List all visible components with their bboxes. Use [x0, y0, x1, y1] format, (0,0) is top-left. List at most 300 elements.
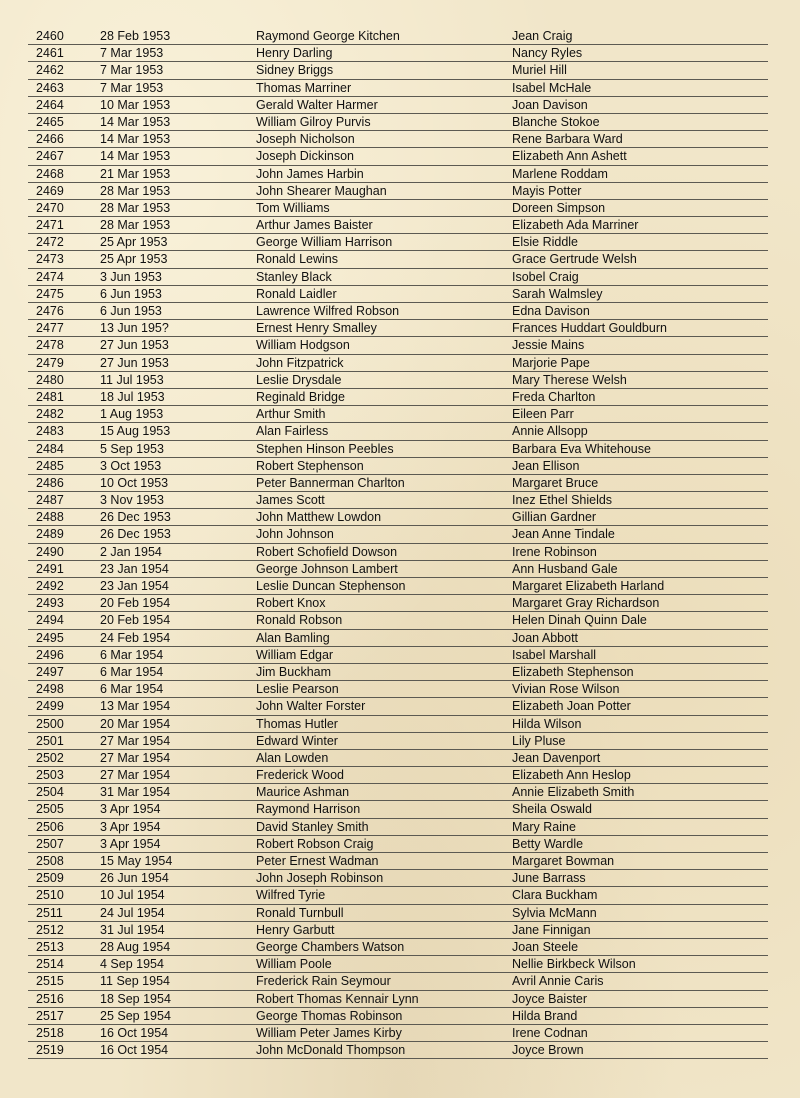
groom-name: James Scott — [256, 493, 325, 508]
bride-name: Avril Annie Caris — [512, 974, 604, 989]
bride-name: Elizabeth Stephenson — [512, 664, 634, 679]
groom-name: John Shearer Maughan — [256, 183, 387, 198]
groom-name: Stephen Hinson Peebles — [256, 441, 394, 456]
groom-name: Wilfred Tyrie — [256, 888, 326, 903]
entry-number: 2489 — [36, 527, 64, 542]
bride-name: Margaret Gray Richardson — [512, 596, 660, 611]
table-row — [28, 320, 768, 337]
bride-name: Jessie Mains — [512, 338, 585, 353]
bride-name: Elizabeth Ada Marriner — [512, 218, 639, 233]
groom-name: Alan Fairless — [256, 424, 329, 439]
bride-name: Elsie Riddle — [512, 235, 579, 250]
table-row — [28, 991, 768, 1008]
table-row — [28, 870, 768, 887]
marriage-date: 24 Feb 1954 — [100, 630, 171, 645]
entry-number: 2517 — [36, 1008, 64, 1023]
bride-name: Mary Raine — [512, 819, 576, 834]
table-row — [28, 973, 768, 990]
table-row — [28, 80, 768, 97]
marriage-date: 18 Sep 1954 — [100, 991, 171, 1006]
entry-number: 2461 — [36, 46, 64, 61]
marriage-date: 25 Sep 1954 — [100, 1008, 171, 1023]
entry-number: 2494 — [36, 613, 64, 628]
table-row — [28, 303, 768, 320]
marriage-date: 6 Jun 1953 — [100, 286, 162, 301]
table-row — [28, 630, 768, 647]
table-row — [28, 148, 768, 165]
entry-number: 2504 — [36, 785, 64, 800]
bride-name: Irene Robinson — [512, 544, 597, 559]
entry-number: 2496 — [36, 647, 64, 662]
bride-name: Joyce Brown — [512, 1043, 584, 1058]
table-row — [28, 612, 768, 629]
entry-number: 2497 — [36, 664, 64, 679]
entry-number: 2469 — [36, 183, 64, 198]
marriage-date: 5 Sep 1953 — [100, 441, 164, 456]
bride-name: Margaret Elizabeth Harland — [512, 579, 665, 593]
marriage-date: 28 Feb 1953 — [100, 29, 171, 43]
entry-number: 2480 — [36, 372, 64, 387]
groom-name: Ronald Robson — [256, 613, 343, 628]
marriage-date: 26 Dec 1953 — [100, 527, 171, 542]
table-row — [28, 578, 768, 595]
table-row — [28, 595, 768, 612]
bride-name: Hilda Wilson — [512, 716, 582, 731]
table-row — [28, 423, 768, 440]
bride-name: Jean Ellison — [512, 458, 580, 473]
table-row — [28, 836, 768, 853]
table-row — [28, 801, 768, 818]
groom-name: Lawrence Wilfred Robson — [256, 304, 400, 318]
bride-name: Mary Therese Welsh — [512, 372, 627, 387]
bride-name: Hilda Brand — [512, 1008, 578, 1023]
bride-name: Irene Codnan — [512, 1025, 588, 1040]
entry-number: 2513 — [36, 939, 64, 954]
bride-name: Barbara Eva Whitehouse — [512, 441, 651, 456]
entry-number: 2509 — [36, 871, 64, 886]
bride-name: Muriel Hill — [512, 63, 567, 78]
bride-name: Nancy Ryles — [512, 46, 583, 61]
bride-name: Joan Steele — [512, 939, 579, 954]
marriage-date: 6 Mar 1954 — [100, 664, 164, 679]
table-row — [28, 28, 768, 45]
table-row — [28, 664, 768, 681]
bride-name: Joan Abbott — [512, 630, 579, 645]
marriage-date: 14 Mar 1953 — [100, 114, 171, 129]
entry-number: 2519 — [36, 1043, 64, 1058]
groom-name: Peter Bannerman Charlton — [256, 475, 405, 490]
groom-name: Edward Winter — [256, 733, 338, 748]
groom-name: George Johnson Lambert — [256, 561, 398, 576]
marriage-date: 6 Jun 1953 — [100, 304, 162, 318]
marriage-date: 6 Mar 1954 — [100, 647, 164, 662]
groom-name: John James Harbin — [256, 166, 364, 181]
table-row — [28, 251, 768, 268]
entry-number: 2476 — [36, 304, 64, 318]
marriage-date: 23 Jan 1954 — [100, 561, 169, 576]
bride-name: Edna Davison — [512, 304, 590, 318]
entry-number: 2515 — [36, 974, 64, 989]
groom-name: Joseph Dickinson — [256, 149, 354, 164]
table-row — [28, 389, 768, 406]
entry-number: 2475 — [36, 286, 64, 301]
groom-name: Gerald Walter Harmer — [256, 97, 378, 112]
bride-name: Frances Huddart Gouldburn — [512, 321, 667, 336]
table-row — [28, 784, 768, 801]
marriage-date: 27 Jun 1953 — [100, 338, 169, 353]
table-row — [28, 887, 768, 904]
marriage-date: 16 Oct 1954 — [100, 1043, 169, 1058]
bride-name: Jean Craig — [512, 29, 573, 43]
marriage-date: 3 Apr 1954 — [100, 836, 161, 851]
marriage-date: 16 Oct 1954 — [100, 1025, 169, 1040]
groom-name: Frederick Rain Seymour — [256, 974, 391, 989]
bride-name: Betty Wardle — [512, 836, 584, 851]
groom-name: John Walter Forster — [256, 699, 366, 714]
bride-name: Sylvia McMann — [512, 905, 597, 920]
groom-name: George Thomas Robinson — [256, 1008, 403, 1023]
entry-number: 2492 — [36, 579, 64, 593]
groom-name: Henry Garbutt — [256, 922, 335, 937]
groom-name: Robert Thomas Kennair Lynn — [256, 991, 419, 1006]
bride-name: June Barrass — [512, 871, 586, 886]
groom-name: Joseph Nicholson — [256, 132, 355, 147]
table-row — [28, 200, 768, 217]
entry-number: 2485 — [36, 458, 64, 473]
entry-number: 2503 — [36, 768, 64, 783]
groom-name: Thomas Marriner — [256, 80, 352, 95]
groom-name: Arthur James Baister — [256, 218, 373, 233]
groom-name: William Hodgson — [256, 338, 350, 353]
bride-name: Freda Charlton — [512, 389, 596, 404]
groom-name: Robert Robson Craig — [256, 836, 374, 851]
bride-name: Eileen Parr — [512, 407, 574, 422]
bride-name: Grace Gertrude Welsh — [512, 252, 637, 267]
groom-name: Raymond Harrison — [256, 802, 361, 817]
marriage-date: 10 Mar 1953 — [100, 97, 171, 112]
bride-name: Jane Finnigan — [512, 922, 591, 937]
marriage-date: 13 Jun 195? — [100, 321, 169, 336]
table-row — [28, 716, 768, 733]
marriage-date: 3 Apr 1954 — [100, 802, 161, 817]
groom-name: William Gilroy Purvis — [256, 114, 371, 129]
bride-name: Sheila Oswald — [512, 802, 592, 817]
bride-name: Annie Allsopp — [512, 424, 588, 439]
marriage-date: 7 Mar 1953 — [100, 63, 164, 78]
marriage-date: 27 Jun 1953 — [100, 355, 169, 370]
entry-number: 2487 — [36, 493, 64, 508]
groom-name: Maurice Ashman — [256, 785, 350, 800]
entry-number: 2479 — [36, 355, 64, 370]
bride-name: Margaret Bruce — [512, 475, 599, 490]
marriage-date: 11 Jul 1953 — [100, 372, 164, 387]
table-row — [28, 217, 768, 234]
marriage-date: 10 Jul 1954 — [100, 888, 165, 903]
marriage-date: 20 Feb 1954 — [100, 613, 171, 628]
groom-name: Ernest Henry Smalley — [256, 321, 377, 336]
marriage-date: 3 Jun 1953 — [100, 269, 162, 284]
groom-name: Leslie Pearson — [256, 682, 339, 697]
marriage-date: 25 Apr 1953 — [100, 252, 168, 267]
marriage-date: 14 Mar 1953 — [100, 132, 171, 147]
groom-name: Robert Schofield Dowson — [256, 544, 398, 559]
entry-number: 2478 — [36, 338, 64, 353]
groom-name: William Edgar — [256, 647, 334, 662]
bride-name: Nellie Birkbeck Wilson — [512, 957, 636, 972]
entry-number: 2508 — [36, 854, 64, 868]
groom-name: Stanley Black — [256, 269, 332, 284]
marriage-date: 13 Mar 1954 — [100, 699, 171, 714]
table-row — [28, 681, 768, 698]
bride-name: Joan Davison — [512, 97, 588, 112]
marriage-date: 3 Nov 1953 — [100, 493, 164, 508]
table-row — [28, 905, 768, 922]
marriage-date: 15 Aug 1953 — [100, 424, 171, 439]
entry-number: 2511 — [36, 905, 63, 920]
entry-number: 2474 — [36, 269, 64, 284]
groom-name: Raymond George Kitchen — [256, 29, 400, 43]
bride-name: Clara Buckham — [512, 888, 598, 903]
groom-name: John Matthew Lowdon — [256, 510, 382, 525]
entry-number: 2482 — [36, 407, 64, 422]
table-row — [28, 458, 768, 475]
marriage-date: 10 Oct 1953 — [100, 475, 169, 490]
bride-name: Margaret Bowman — [512, 854, 615, 868]
groom-name: Arthur Smith — [256, 407, 326, 422]
marriage-date: 11 Sep 1954 — [100, 974, 170, 989]
entry-number: 2486 — [36, 475, 64, 490]
groom-name: John Joseph Robinson — [256, 871, 384, 886]
bride-name: Elizabeth Joan Potter — [512, 699, 631, 714]
entry-number: 2483 — [36, 424, 64, 439]
groom-name: William Poole — [256, 957, 332, 972]
marriage-date: 15 May 1954 — [100, 854, 173, 868]
groom-name: Jim Buckham — [256, 664, 332, 679]
marriage-date: 26 Dec 1953 — [100, 510, 171, 525]
table-row — [28, 166, 768, 183]
bride-name: Blanche Stokoe — [512, 114, 600, 129]
table-row — [28, 956, 768, 973]
table-row — [28, 475, 768, 492]
table-row — [28, 114, 768, 131]
entry-number: 2507 — [36, 836, 64, 851]
entry-number: 2466 — [36, 132, 64, 147]
entry-number: 2490 — [36, 544, 64, 559]
marriage-date: 3 Apr 1954 — [100, 819, 161, 834]
table-row — [28, 1008, 768, 1025]
marriage-date: 24 Jul 1954 — [100, 905, 165, 920]
groom-name: George William Harrison — [256, 235, 393, 250]
entry-number: 2512 — [36, 922, 64, 937]
groom-name: Alan Bamling — [256, 630, 330, 645]
entry-number: 2488 — [36, 510, 64, 525]
groom-name: Reginald Bridge — [256, 389, 345, 404]
marriage-date: 1 Aug 1953 — [100, 407, 164, 422]
bride-name: Elizabeth Ann Heslop — [512, 768, 631, 783]
marriage-register-table — [28, 28, 768, 1059]
table-row — [28, 372, 768, 389]
groom-name: Leslie Duncan Stephenson — [256, 579, 406, 593]
table-row — [28, 733, 768, 750]
marriage-date: 21 Mar 1953 — [100, 166, 171, 181]
marriage-date: 28 Mar 1953 — [100, 200, 171, 215]
bride-name: Doreen Simpson — [512, 200, 606, 215]
entry-number: 2505 — [36, 802, 64, 817]
table-row — [28, 819, 768, 836]
table-row — [28, 355, 768, 372]
table-row — [28, 234, 768, 251]
entry-number: 2493 — [36, 596, 64, 611]
groom-name: Sidney Briggs — [256, 63, 334, 78]
bride-name: Elizabeth Ann Ashett — [512, 149, 627, 164]
table-row — [28, 526, 768, 543]
groom-name: William Peter James Kirby — [256, 1025, 402, 1040]
entry-number: 2499 — [36, 699, 64, 714]
marriage-date: 23 Jan 1954 — [100, 579, 169, 593]
entry-number: 2471 — [36, 218, 64, 233]
marriage-date: 2 Jan 1954 — [100, 544, 162, 559]
bride-name: Helen Dinah Quinn Dale — [512, 613, 647, 628]
groom-name: Thomas Hutler — [256, 716, 338, 731]
marriage-date: 31 Mar 1954 — [100, 785, 171, 800]
bride-name: Annie Elizabeth Smith — [512, 785, 635, 800]
bride-name: Gillian Gardner — [512, 510, 597, 525]
table-row — [28, 853, 768, 870]
marriage-date: 7 Mar 1953 — [100, 80, 164, 95]
entry-number: 2500 — [36, 716, 64, 731]
marriage-date: 27 Mar 1954 — [100, 768, 171, 783]
marriage-date: 26 Jun 1954 — [100, 871, 169, 886]
groom-name: Frederick Wood — [256, 768, 344, 783]
bride-name: Rene Barbara Ward — [512, 132, 623, 147]
marriage-date: 27 Mar 1954 — [100, 733, 171, 748]
groom-name: Peter Ernest Wadman — [256, 854, 379, 868]
table-row — [28, 1042, 768, 1059]
table-row — [28, 441, 768, 458]
table-row — [28, 337, 768, 354]
groom-name: Ronald Laidler — [256, 286, 337, 301]
bride-name: Marlene Roddam — [512, 166, 608, 181]
groom-name: David Stanley Smith — [256, 819, 369, 834]
table-row — [28, 544, 768, 561]
entry-number: 2495 — [36, 630, 64, 645]
table-row — [28, 286, 768, 303]
bride-name: Isabel McHale — [512, 80, 592, 95]
groom-name: John Fitzpatrick — [256, 355, 344, 370]
entry-number: 2473 — [36, 252, 64, 267]
table-row — [28, 509, 768, 526]
entry-number: 2468 — [36, 166, 64, 181]
table-row — [28, 698, 768, 715]
groom-name: Tom Williams — [256, 200, 330, 215]
groom-name: Ronald Lewins — [256, 252, 338, 267]
entry-number: 2481 — [36, 389, 64, 404]
table-row — [28, 492, 768, 509]
marriage-date: 28 Mar 1953 — [100, 183, 171, 198]
marriage-date: 27 Mar 1954 — [100, 750, 171, 765]
bride-name: Mayis Potter — [512, 183, 582, 198]
table-row — [28, 939, 768, 956]
marriage-date: 18 Jul 1953 — [100, 389, 165, 404]
entry-number: 2514 — [36, 957, 64, 972]
groom-name: George Chambers Watson — [256, 939, 405, 954]
entry-number: 2460 — [36, 29, 64, 43]
groom-name: Henry Darling — [256, 46, 333, 61]
bride-name: Isabel Marshall — [512, 647, 597, 662]
table-row — [28, 45, 768, 62]
groom-name: Alan Lowden — [256, 750, 329, 765]
bride-name: Joyce Baister — [512, 991, 588, 1006]
table-row — [28, 1025, 768, 1042]
groom-name: Robert Knox — [256, 596, 326, 611]
marriage-date: 4 Sep 1954 — [100, 957, 164, 972]
entry-number: 2464 — [36, 97, 64, 112]
marriage-date: 3 Oct 1953 — [100, 458, 162, 473]
entry-number: 2465 — [36, 114, 64, 129]
table-row — [28, 767, 768, 784]
table-row — [28, 269, 768, 286]
table-row — [28, 922, 768, 939]
entry-number: 2477 — [36, 321, 64, 336]
groom-name: Robert Stephenson — [256, 458, 364, 473]
bride-name: Ann Husband Gale — [512, 561, 618, 576]
marriage-date: 20 Feb 1954 — [100, 596, 171, 611]
bride-name: Inez Ethel Shields — [512, 493, 613, 508]
entry-number: 2506 — [36, 819, 64, 834]
table-row — [28, 561, 768, 578]
groom-name: Ronald Turnbull — [256, 905, 344, 920]
groom-name: John McDonald Thompson — [256, 1043, 406, 1058]
marriage-date: 25 Apr 1953 — [100, 235, 168, 250]
entry-number: 2516 — [36, 991, 64, 1006]
bride-name: Jean Davenport — [512, 750, 601, 765]
table-row — [28, 97, 768, 114]
entry-number: 2463 — [36, 80, 64, 95]
groom-name: John Johnson — [256, 527, 334, 542]
table-row — [28, 62, 768, 79]
groom-name: Leslie Drysdale — [256, 372, 342, 387]
entry-number: 2510 — [36, 888, 64, 903]
entry-number: 2472 — [36, 235, 64, 250]
entry-number: 2518 — [36, 1025, 64, 1040]
entry-number: 2470 — [36, 200, 64, 215]
bride-name: Lily Pluse — [512, 733, 566, 748]
entry-number: 2467 — [36, 149, 64, 164]
bride-name: Jean Anne Tindale — [512, 527, 615, 542]
table-row — [28, 647, 768, 664]
table-row — [28, 131, 768, 148]
bride-name: Vivian Rose Wilson — [512, 682, 620, 697]
entry-number: 2502 — [36, 750, 64, 765]
bride-name: Marjorie Pape — [512, 355, 590, 370]
bride-name: Sarah Walmsley — [512, 286, 603, 301]
entry-number: 2484 — [36, 441, 64, 456]
marriage-date: 31 Jul 1954 — [100, 922, 165, 937]
marriage-date: 28 Mar 1953 — [100, 218, 171, 233]
entry-number: 2501 — [36, 733, 64, 748]
marriage-date: 28 Aug 1954 — [100, 939, 171, 954]
entry-number: 2498 — [36, 682, 64, 697]
marriage-date: 20 Mar 1954 — [100, 716, 171, 731]
table-row — [28, 183, 768, 200]
entry-number: 2491 — [36, 561, 64, 576]
marriage-date: 6 Mar 1954 — [100, 682, 164, 697]
bride-name: Isobel Craig — [512, 269, 579, 284]
marriage-date: 7 Mar 1953 — [100, 46, 164, 61]
marriage-date: 14 Mar 1953 — [100, 149, 171, 164]
table-row — [28, 750, 768, 767]
table-row — [28, 406, 768, 423]
